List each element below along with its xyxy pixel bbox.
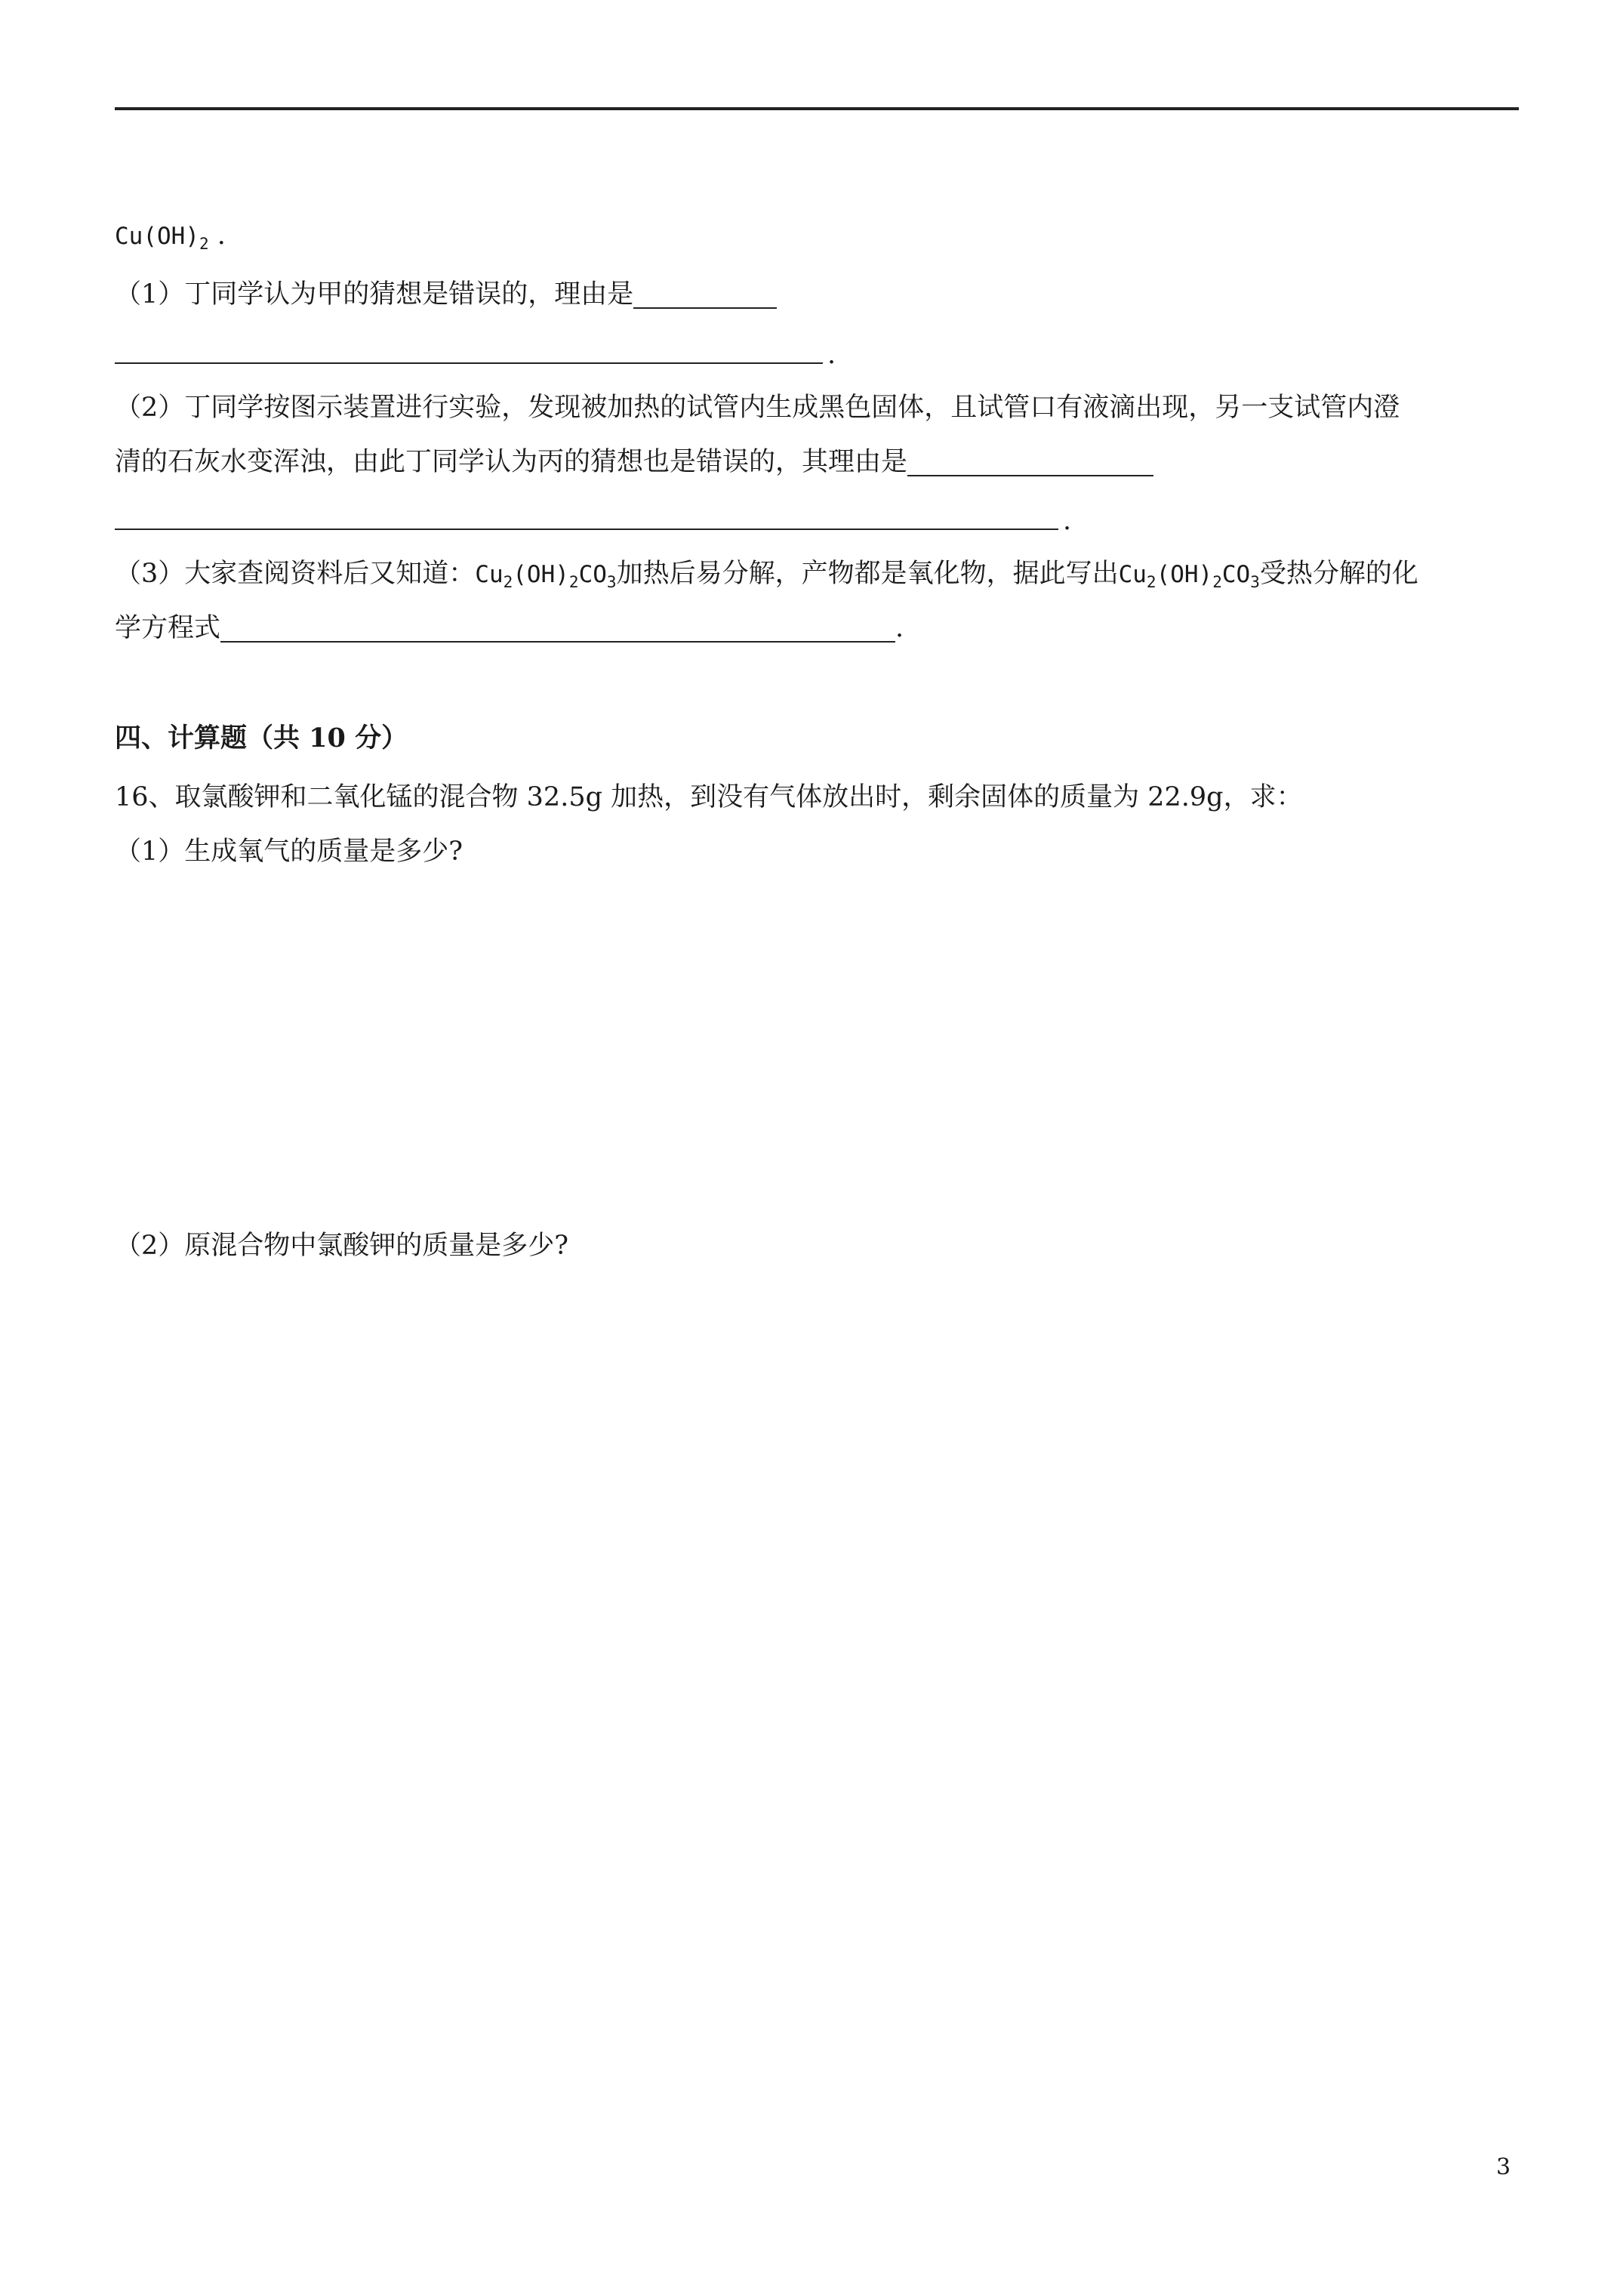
- formula-co: CO: [1221, 561, 1251, 588]
- formula-co: CO: [578, 561, 607, 588]
- formula-sub: 3: [1250, 573, 1260, 591]
- formula-sub: 2: [568, 573, 579, 591]
- question-2-text: 清的石灰水变浑浊，由此丁同学认为丙的猜想也是错误的，其理由是: [115, 447, 908, 477]
- formula-base: Cu(OH): [115, 223, 199, 250]
- question-3-suffix: 受热分解的化: [1259, 559, 1418, 589]
- question-2-end: .: [1063, 506, 1072, 536]
- question-16-stem: 16、取氯酸钾和二氧化锰的混合物 32.5g 加热，到没有气体放出时，剩余固体的质量为 22.9g，求：: [115, 782, 1303, 812]
- question-3-middle: 加热后易分解，产物都是氧化物，据此写出: [616, 559, 1119, 589]
- formula-sub: 2: [503, 573, 513, 591]
- formula-oh: (OH): [513, 561, 569, 588]
- formula-end: .: [208, 220, 226, 251]
- question-1-text: （1）丁同学认为甲的猜想是错误的，理由是: [115, 279, 634, 310]
- question-1: [115, 278, 777, 311]
- answer-blank-1a[interactable]: [633, 285, 777, 309]
- formula-cu: Cu: [1118, 561, 1147, 588]
- formula-sub: 2: [1212, 573, 1222, 591]
- formula-fragment: [115, 219, 226, 260]
- formula-sub: 2: [1146, 573, 1156, 591]
- question-1-end: .: [827, 340, 836, 370]
- question-3-line-1: [115, 557, 1418, 599]
- answer-blank-3[interactable]: [220, 618, 895, 643]
- header-rule: [115, 107, 1519, 110]
- question-2-line-1: （2）丁同学按图示装置进行实验，发现被加热的试管内生成黑色固体，且试管口有液滴出现，另一支试管内澄: [115, 393, 1400, 423]
- answer-blank-1b[interactable]: [115, 362, 823, 364]
- section-heading: 四、计算题（共 10 分）: [115, 723, 408, 754]
- question-3-end: .: [895, 613, 904, 643]
- formula-cu: Cu: [475, 561, 504, 588]
- question-3-line-2: [115, 612, 904, 645]
- formula-oh: (OH): [1156, 561, 1213, 588]
- question-3-prefix: （3）大家查阅资料后又知道：: [115, 559, 476, 589]
- formula-subscript: 2: [199, 235, 209, 253]
- question-3-line-2-text: 学方程式: [115, 613, 221, 643]
- answer-blank-2a[interactable]: [907, 452, 1153, 476]
- answer-blank-2b[interactable]: [115, 529, 1058, 530]
- question-16-part-1: （1）生成氧气的质量是多少?: [115, 837, 463, 867]
- question-2-line-2: [115, 445, 1153, 479]
- question-16-part-2: （2）原混合物中氯酸钾的质量是多少?: [115, 1231, 569, 1261]
- formula-sub: 3: [606, 573, 617, 591]
- page-number: 3: [1496, 2154, 1511, 2180]
